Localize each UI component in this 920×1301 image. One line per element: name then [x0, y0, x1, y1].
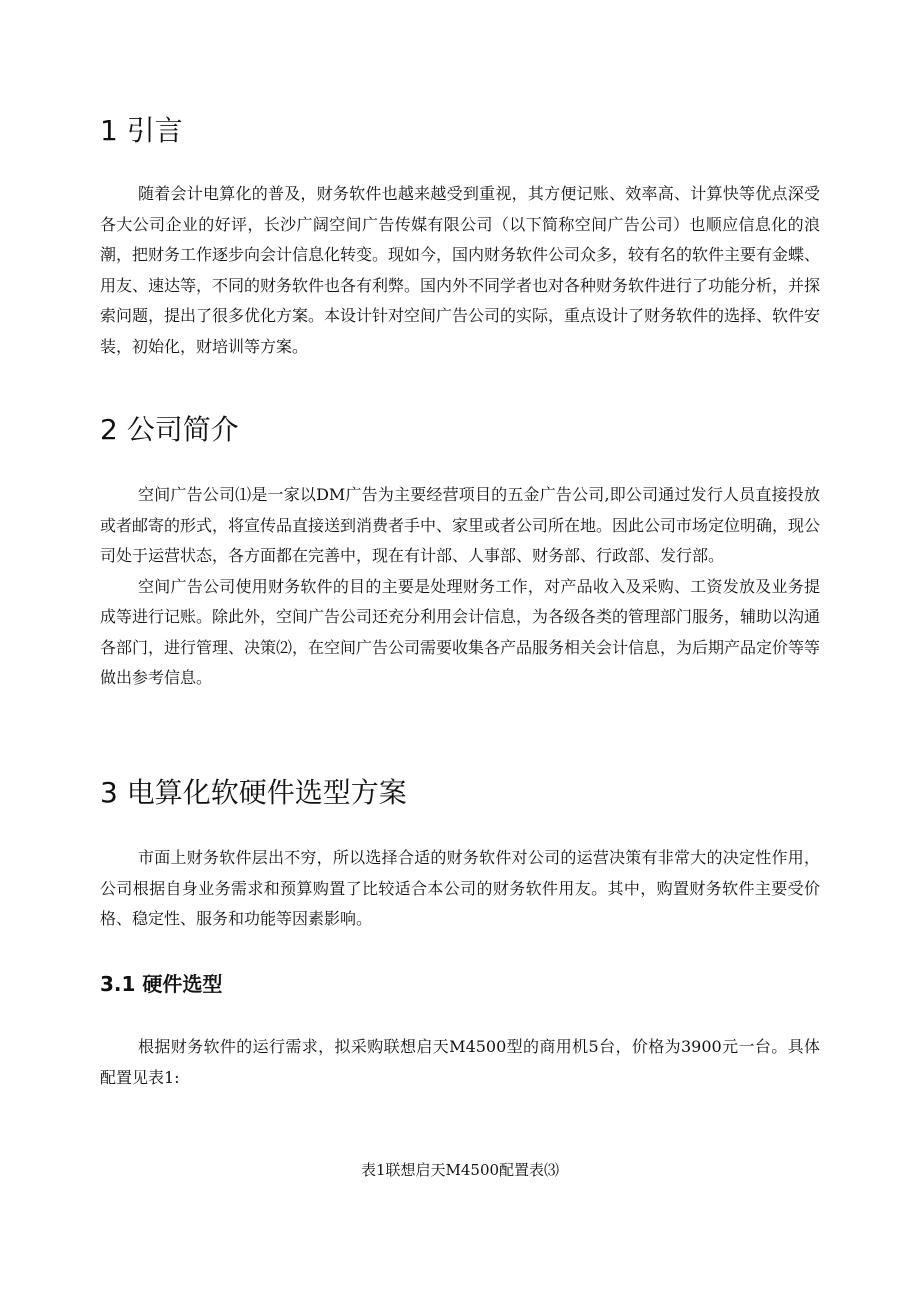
section-3-paragraph-1: 市面上财务软件层出不穷，所以选择合适的财务软件对公司的运营决策有非常大的决定性作用，公司根据自身业务需求和预算购置了比较适合本公司的财务软件用友。其中，购置财务软件主要受价格、稳定性、服务和功能等因素影响。: [100, 848, 820, 928]
table-caption: 表1联想启天M4500配置表⑶: [360, 1161, 560, 1179]
section-2-paragraph-2: 空间广告公司使用财务软件的目的主要是处理财务工作，对产品收入及采购、工资发放及业务提成等进行记账。除此外，空间广告公司还充分利用会计信息，为各级各类的管理部门服务，辅助以沟通各部门，进行管理、决策⑵，在空间广告公司需要收集各产品服务相关会计信息，为后期产品定价等等做出参考信息。: [100, 576, 821, 687]
section-3-heading: 3 电算化软硬件选型方案: [100, 776, 407, 809]
section-3-1-body: [100, 1032, 820, 1093]
section-2-heading: 2 公司简介: [100, 413, 239, 446]
section-1-body: [100, 179, 820, 362]
section-2-body: [100, 480, 820, 694]
section-3-body: [100, 843, 820, 935]
section-3-1-paragraph-1: 根据财务软件的运行需求，拟采购联想启天M4500型的商用机5台，价格为3900元一台。具体配置见表1:: [100, 1037, 820, 1087]
section-2-paragraph-1: 空间广告公司⑴是一家以DM广告为主要经营项目的五金广告公司,即公司通过发行人员直接投放或者邮寄的形式，将宣传品直接送到消费者手中、家里或者公司所在地。因此公司市场定位明确，现公司处于运营状态，各方面都在完善中，现在有计部、人事部、财务部、行政部、发行部。: [100, 485, 821, 565]
section-3-1-heading: 3.1 硬件选型: [100, 972, 223, 996]
section-1-heading: 1 引言: [100, 114, 183, 147]
section-1-paragraph-1: 随着会计电算化的普及，财务软件也越来越受到重视，其方便记账、效率高、计算快等优点深受各大公司企业的好评，长沙广阔空间广告传媒有限公司（以下简称空间广告公司）也顺应信息化的浪潮，把财务工作逐步向会计信息化转变。现如今，国内财务软件公司众多，较有名的软件主要有金蝶、用友、速达等，不同的财务软件也各有利弊。国内外不同学者也对各种财务软件进行了功能分析，并探索问题，提出了很多优化方案。本设计针对空间广告公司的实际，重点设计了财务软件的选择、软件安装，初始化，财培训等方案。: [100, 184, 821, 356]
